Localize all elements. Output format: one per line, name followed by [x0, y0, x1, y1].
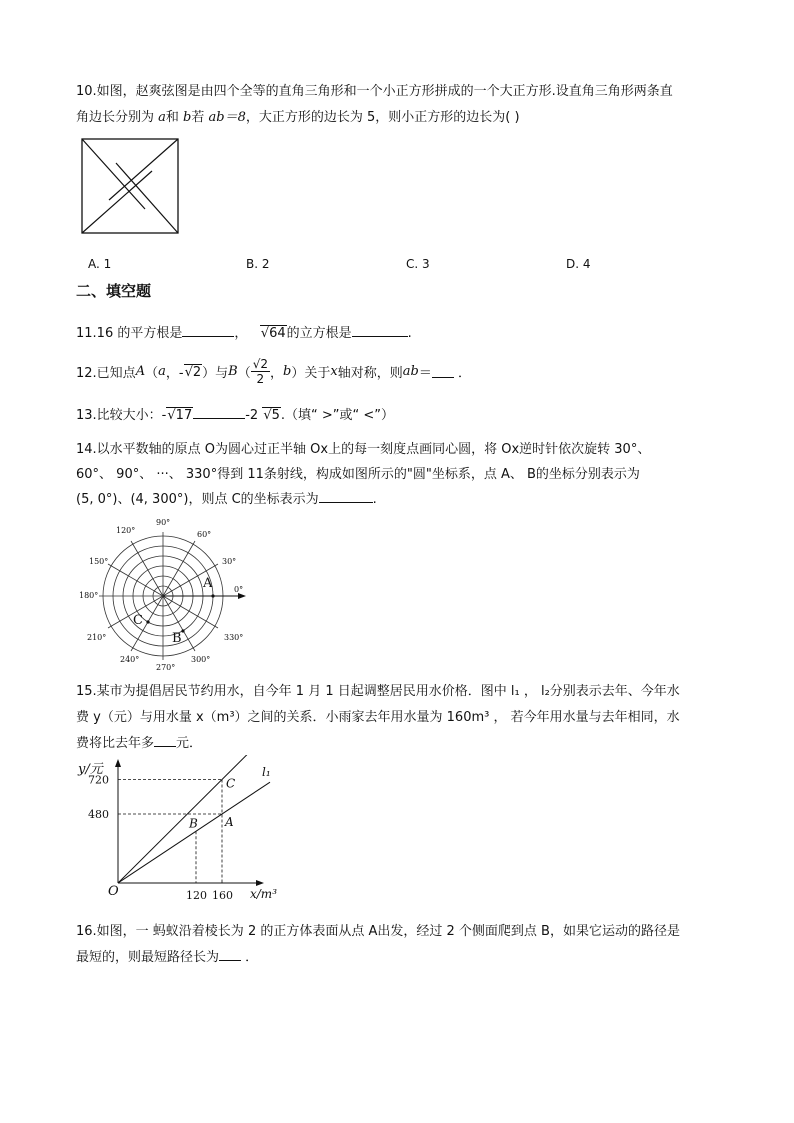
q10-option-b[interactable]: B. 2 — [246, 257, 270, 271]
angle-label: 150° — [89, 557, 109, 566]
origin-label: O — [108, 884, 119, 899]
q10-option-c[interactable]: C. 3 — [406, 257, 430, 271]
angle-label: 330° — [224, 633, 244, 642]
x-tick-label: 160 — [212, 889, 233, 902]
polar-diagram — [76, 514, 256, 674]
angle-label: 90° — [156, 518, 171, 527]
ray-330 — [163, 596, 218, 628]
y-tick-label: 720 — [88, 773, 109, 787]
q10-option-d[interactable]: D. 4 — [566, 257, 591, 271]
q14-line3: (5, 0°)、(4, 300°)，则点 C的坐标表示为 . — [76, 492, 377, 507]
q15-line2: 费 y（元）与用水量 x（m³）之间的关系．小雨家去年用水量为 160m³ ， 若今年用水量与去年相同，水 — [76, 710, 680, 725]
ray-120 — [131, 541, 163, 596]
angle-label: 240° — [120, 655, 140, 664]
section-title: 二、填空题 — [76, 282, 152, 300]
point-c-label: C — [133, 613, 143, 628]
angle-label: 30° — [222, 557, 237, 566]
answer-blank[interactable] — [432, 365, 454, 378]
y-axis-label: y/元 — [78, 762, 103, 777]
point-a-label: A — [203, 576, 213, 591]
answer-blank[interactable] — [154, 734, 176, 747]
angle-label: 60° — [197, 530, 212, 539]
var-a: a — [158, 110, 166, 125]
angle-label: 0° — [234, 585, 244, 594]
q11: 11.16 的平方根是 ， √64的立方根是 . — [76, 326, 412, 341]
q10-line2: 角边长分别为 a和 b若 ab＝8，大正方形的边长为 5，则小正方形的边长为( ) — [76, 110, 520, 125]
point-c-dot — [146, 620, 149, 623]
sqrt-radical: √64 — [260, 326, 286, 341]
angle-label: 270° — [156, 663, 176, 672]
q10-option-a[interactable]: A. 1 — [88, 257, 112, 271]
sqrt-radical: √17 — [167, 408, 193, 423]
answer-blank[interactable] — [182, 324, 234, 337]
q14-line2: 60°、 90°、 ···、 330°得到 11条射线，构成如图所示的"圆"坐标系，点 A、 B的坐标分别表示为 — [76, 467, 640, 482]
y-tick-label: 480 — [88, 808, 109, 821]
series-line-l1 — [118, 782, 270, 883]
q15-line1: 15.某市为提倡居民节约用水，自今年 1 月 1 日起调整居民用水价格．图中 l₁ ， l₂分别表示去年、今年水 — [76, 684, 680, 699]
series-label: l₁ — [262, 765, 271, 780]
answer-blank[interactable] — [193, 406, 245, 419]
angle-label: 180° — [79, 591, 99, 600]
q15-line3: 费将比去年多 元． — [76, 736, 203, 751]
var-b: b — [183, 110, 192, 125]
point-label: A — [225, 815, 234, 829]
point-label: B — [189, 816, 198, 831]
answer-blank[interactable] — [319, 490, 373, 503]
point-label: C — [226, 776, 236, 791]
point-a-dot — [211, 594, 214, 597]
angle-label: 300° — [191, 655, 211, 664]
q16-line2: 最短的，则最短路径长为 ． — [76, 950, 259, 965]
fraction: $\frac{√2}{2}$ — [252, 357, 269, 386]
sqrt-radical: √5 — [263, 408, 280, 423]
ray-150 — [108, 564, 163, 596]
q10-line1: 10.如图，赵爽弦图是由四个全等的直角三角形和一个小正方形拼成的一个大正方形.设直角三角形两条直 — [76, 84, 673, 99]
x-axis-arrow-icon — [256, 880, 264, 886]
answer-blank[interactable] — [352, 324, 408, 337]
zhao-shuang-diagram — [80, 137, 182, 237]
q14-line1: 14.以水平数轴的原点 O为圆心过正半轴 Ox上的每一刻度点画同心圆，将 Ox逆时针依次旋转 30°、 — [76, 442, 651, 457]
q12: 12.已知点 A （ a ，- √2 ）与 B （ $\frac{√2}{2}$ ， b ）关于 x 轴对称，则 ab ＝ ． — [76, 357, 471, 386]
expr-ab: ab＝8 — [208, 110, 246, 125]
sqrt-radical: √2 — [184, 364, 202, 380]
x-axis-label: x/m³ — [250, 887, 277, 901]
point-b-dot — [181, 629, 184, 632]
q13: 13.比较大小：-√17 -2 √5.（填“ >”或“ <”） — [76, 408, 395, 423]
ray-60 — [163, 541, 195, 596]
answer-blank[interactable] — [219, 948, 241, 961]
angle-label: 120° — [116, 526, 136, 535]
water-fee-chart — [74, 755, 294, 905]
angle-label: 210° — [87, 633, 107, 642]
q16-line1: 16.如图，一 蚂蚁沿着棱长为 2 的正方体表面从点 A出发，经过 2 个侧面爬到点 B，如果它运动的路径是 — [76, 924, 680, 939]
y-axis-arrow-icon — [115, 759, 121, 767]
x-tick-label: 120 — [186, 889, 207, 902]
point-b-label: B — [172, 631, 182, 646]
